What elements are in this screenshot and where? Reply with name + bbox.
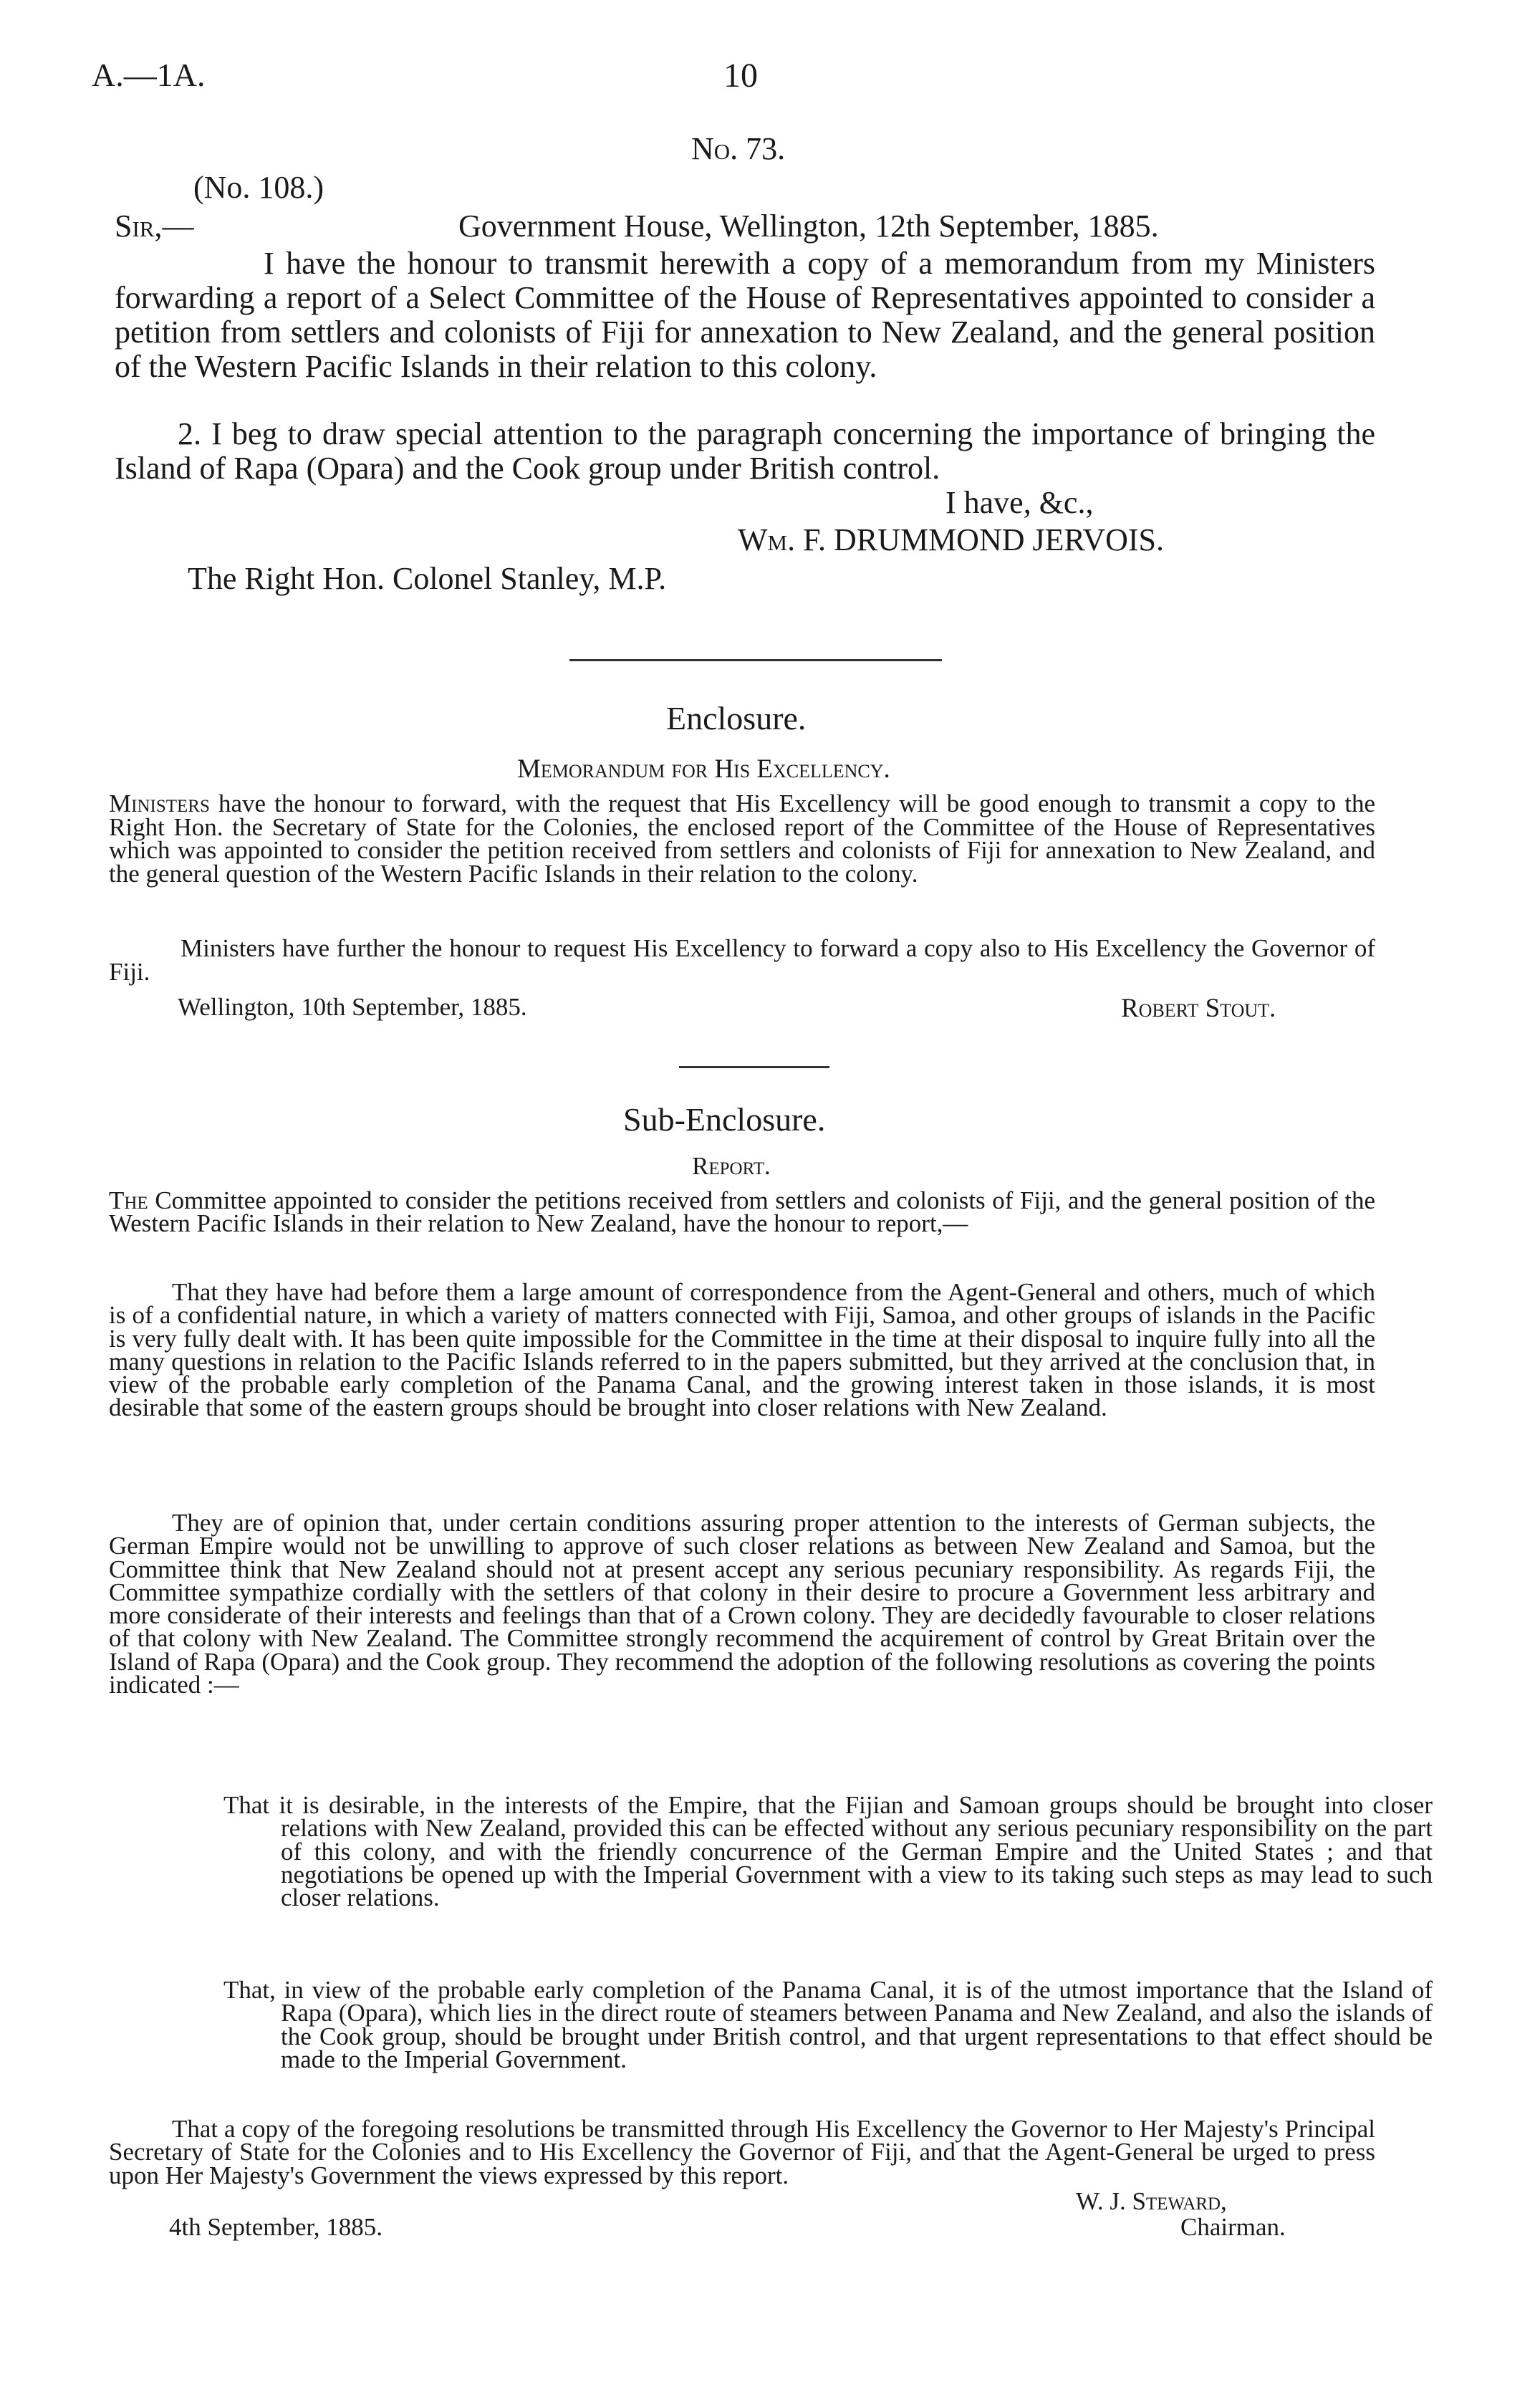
report-paragraph-1-text: Committee appointed to consider the petitions received from settlers and colonists of Fiji, and the general position of the Western Pacific Islands in their relation to New Zealand, have the honour to report,— bbox=[109, 1186, 1376, 1238]
sub-enclosure-heading: Sub-Enclosure. bbox=[623, 1101, 826, 1138]
letter-signature: Wm. F. DRUMMOND JERVOIS. bbox=[738, 522, 1165, 557]
series-reference: A.—1A. bbox=[92, 57, 206, 93]
divider-rule bbox=[569, 659, 942, 661]
report-signature: W. J. Steward, bbox=[1076, 2187, 1227, 2215]
report-signature-title: Chairman. bbox=[1180, 2213, 1286, 2241]
report-paragraph-2: That they have had before them a large amount of correspondence from the Agent-General and others, much of which is of a confidential nature, in which a variety of matters connected with Fiji, Samoa, and other groups of islands in the Pacific is very fully dealt with. It has been quite impossible for the Committee in the time at their disposal to inquire fully into all the many questions in relation to the Pacific Islands referred to in the papers submitted, but they arrived at the conclusion that, in view of the probable early completion of the Panama Canal, and the growing interest taken in those islands, it is most desirable that some of the eastern groups should be brought into closer relations with New Zealand. bbox=[109, 1278, 1375, 1422]
memo-place-date: Wellington, 10th September, 1885. bbox=[178, 993, 527, 1021]
report-lead-word: The bbox=[109, 1186, 148, 1214]
report-final-paragraph: That a copy of the foregoing resolutions be transmitted through His Excellency the Governor to Her Majesty's Principal Secretary of State for the Colonies and to His Excellency the Governor of Fiji, and that the Agent-General be urged to press upon Her Majesty's Government the views expressed by this report. bbox=[109, 2115, 1375, 2189]
memo-paragraph-1-text: have the honour to forward, with the request that His Excellency will be good enough to transmit a copy to the Right Hon. the Secretary of State for the Colonies, the enclosed report of the Committee of the House of Representatives which was appointed to consider the petition received from settlers and colonists of Fiji for annexation to New Zealand, and the general question of the Western Pacific Islands in their relation to the colony. bbox=[109, 789, 1376, 888]
report-date: 4th September, 1885. bbox=[169, 2213, 382, 2241]
report-paragraph-1 bbox=[109, 1186, 1376, 1238]
enclosure-heading: Enclosure. bbox=[666, 700, 807, 736]
resolution-2: That, in view of the probable early completion of the Panama Canal, it is of the utmost importance that the Island of Rapa (Opara), which lies in the direct route of steamers between Panama and New Zealand, and also the islands of the Cook group, should be brought under British control, and that urgent representations to that effect should be made to the Imperial Government. bbox=[223, 1976, 1433, 2073]
letter-place-date: Government House, Wellington, 12th September, 1885. bbox=[458, 208, 1159, 244]
divider-rule-short bbox=[679, 1066, 829, 1068]
letter-addressee: The Right Hon. Colonel Stanley, M.P. bbox=[188, 561, 667, 596]
salutation: Sir,— bbox=[115, 208, 194, 244]
letter-paragraph-2: 2. I beg to draw special attention to the paragraph concerning the importance of bringing the Island of Rapa (Opara) and the Cook group under British control. bbox=[115, 416, 1375, 486]
resolution-1: That it is desirable, in the interests of the Empire, that the Fijian and Samoan groups should be brought into closer relations with New Zealand, provided this can be effected without any serious pecuniary responsibility on the part of this colony, and with the friendly concurrence of the German Empire and the United States ; and that negotiations be opened up with the Imperial Government with a view to its taking such steps as may lead to such closer relations. bbox=[223, 1791, 1433, 1912]
letter-closing: I have, &c., bbox=[945, 485, 1094, 520]
memo-lead-word: Ministers bbox=[109, 789, 210, 817]
memo-signature: Robert Stout. bbox=[1121, 994, 1276, 1023]
memo-paragraph-2: Ministers have further the honour to request His Excellency to forward a copy also to His Excellency the Governor of Fiji. bbox=[109, 934, 1375, 986]
enclosure-subheading: Memorandum for His Excellency. bbox=[517, 754, 890, 784]
report-paragraph-3: They are of opinion that, under certain conditions assuring proper attention to the interests of German subjects, the German Empire would not be unwilling to approve of such closer relations as between New Zealand and Samoa, but the Committee think that New Zealand should not at present accept any serious pecuniary responsibility. As regards Fiji, the Committee sympathize cordially with the settlers of that colony in their desire to procure a Government less arbitrary and more considerate of their interests and feelings than that of a Crown colony. They are decidedly favourable to closer relations of that colony with New Zealand. The Committee strongly recommend the acquirement of control by Great Britain over the Island of Rapa (Opara) and the Cook group. They recommend the adoption of the following resolutions as covering the points indicated :— bbox=[109, 1509, 1375, 1699]
sub-enclosure-subheading: Report. bbox=[692, 1152, 771, 1180]
page-number: 10 bbox=[723, 57, 758, 95]
despatch-number: (No. 108.) bbox=[193, 170, 324, 205]
memo-paragraph-1 bbox=[109, 789, 1376, 888]
letter-paragraph-1: I have the honour to transmit herewith a copy of a memorandum from my Ministers forwarding a report of a Select Committee of the House of Representatives appointed to consider a petition from settlers and colonists of Fiji for annexation to New Zealand, and the general position of the Western Pacific Islands in their relation to this colony. bbox=[115, 246, 1375, 384]
document-number: No. 73. bbox=[691, 131, 786, 166]
